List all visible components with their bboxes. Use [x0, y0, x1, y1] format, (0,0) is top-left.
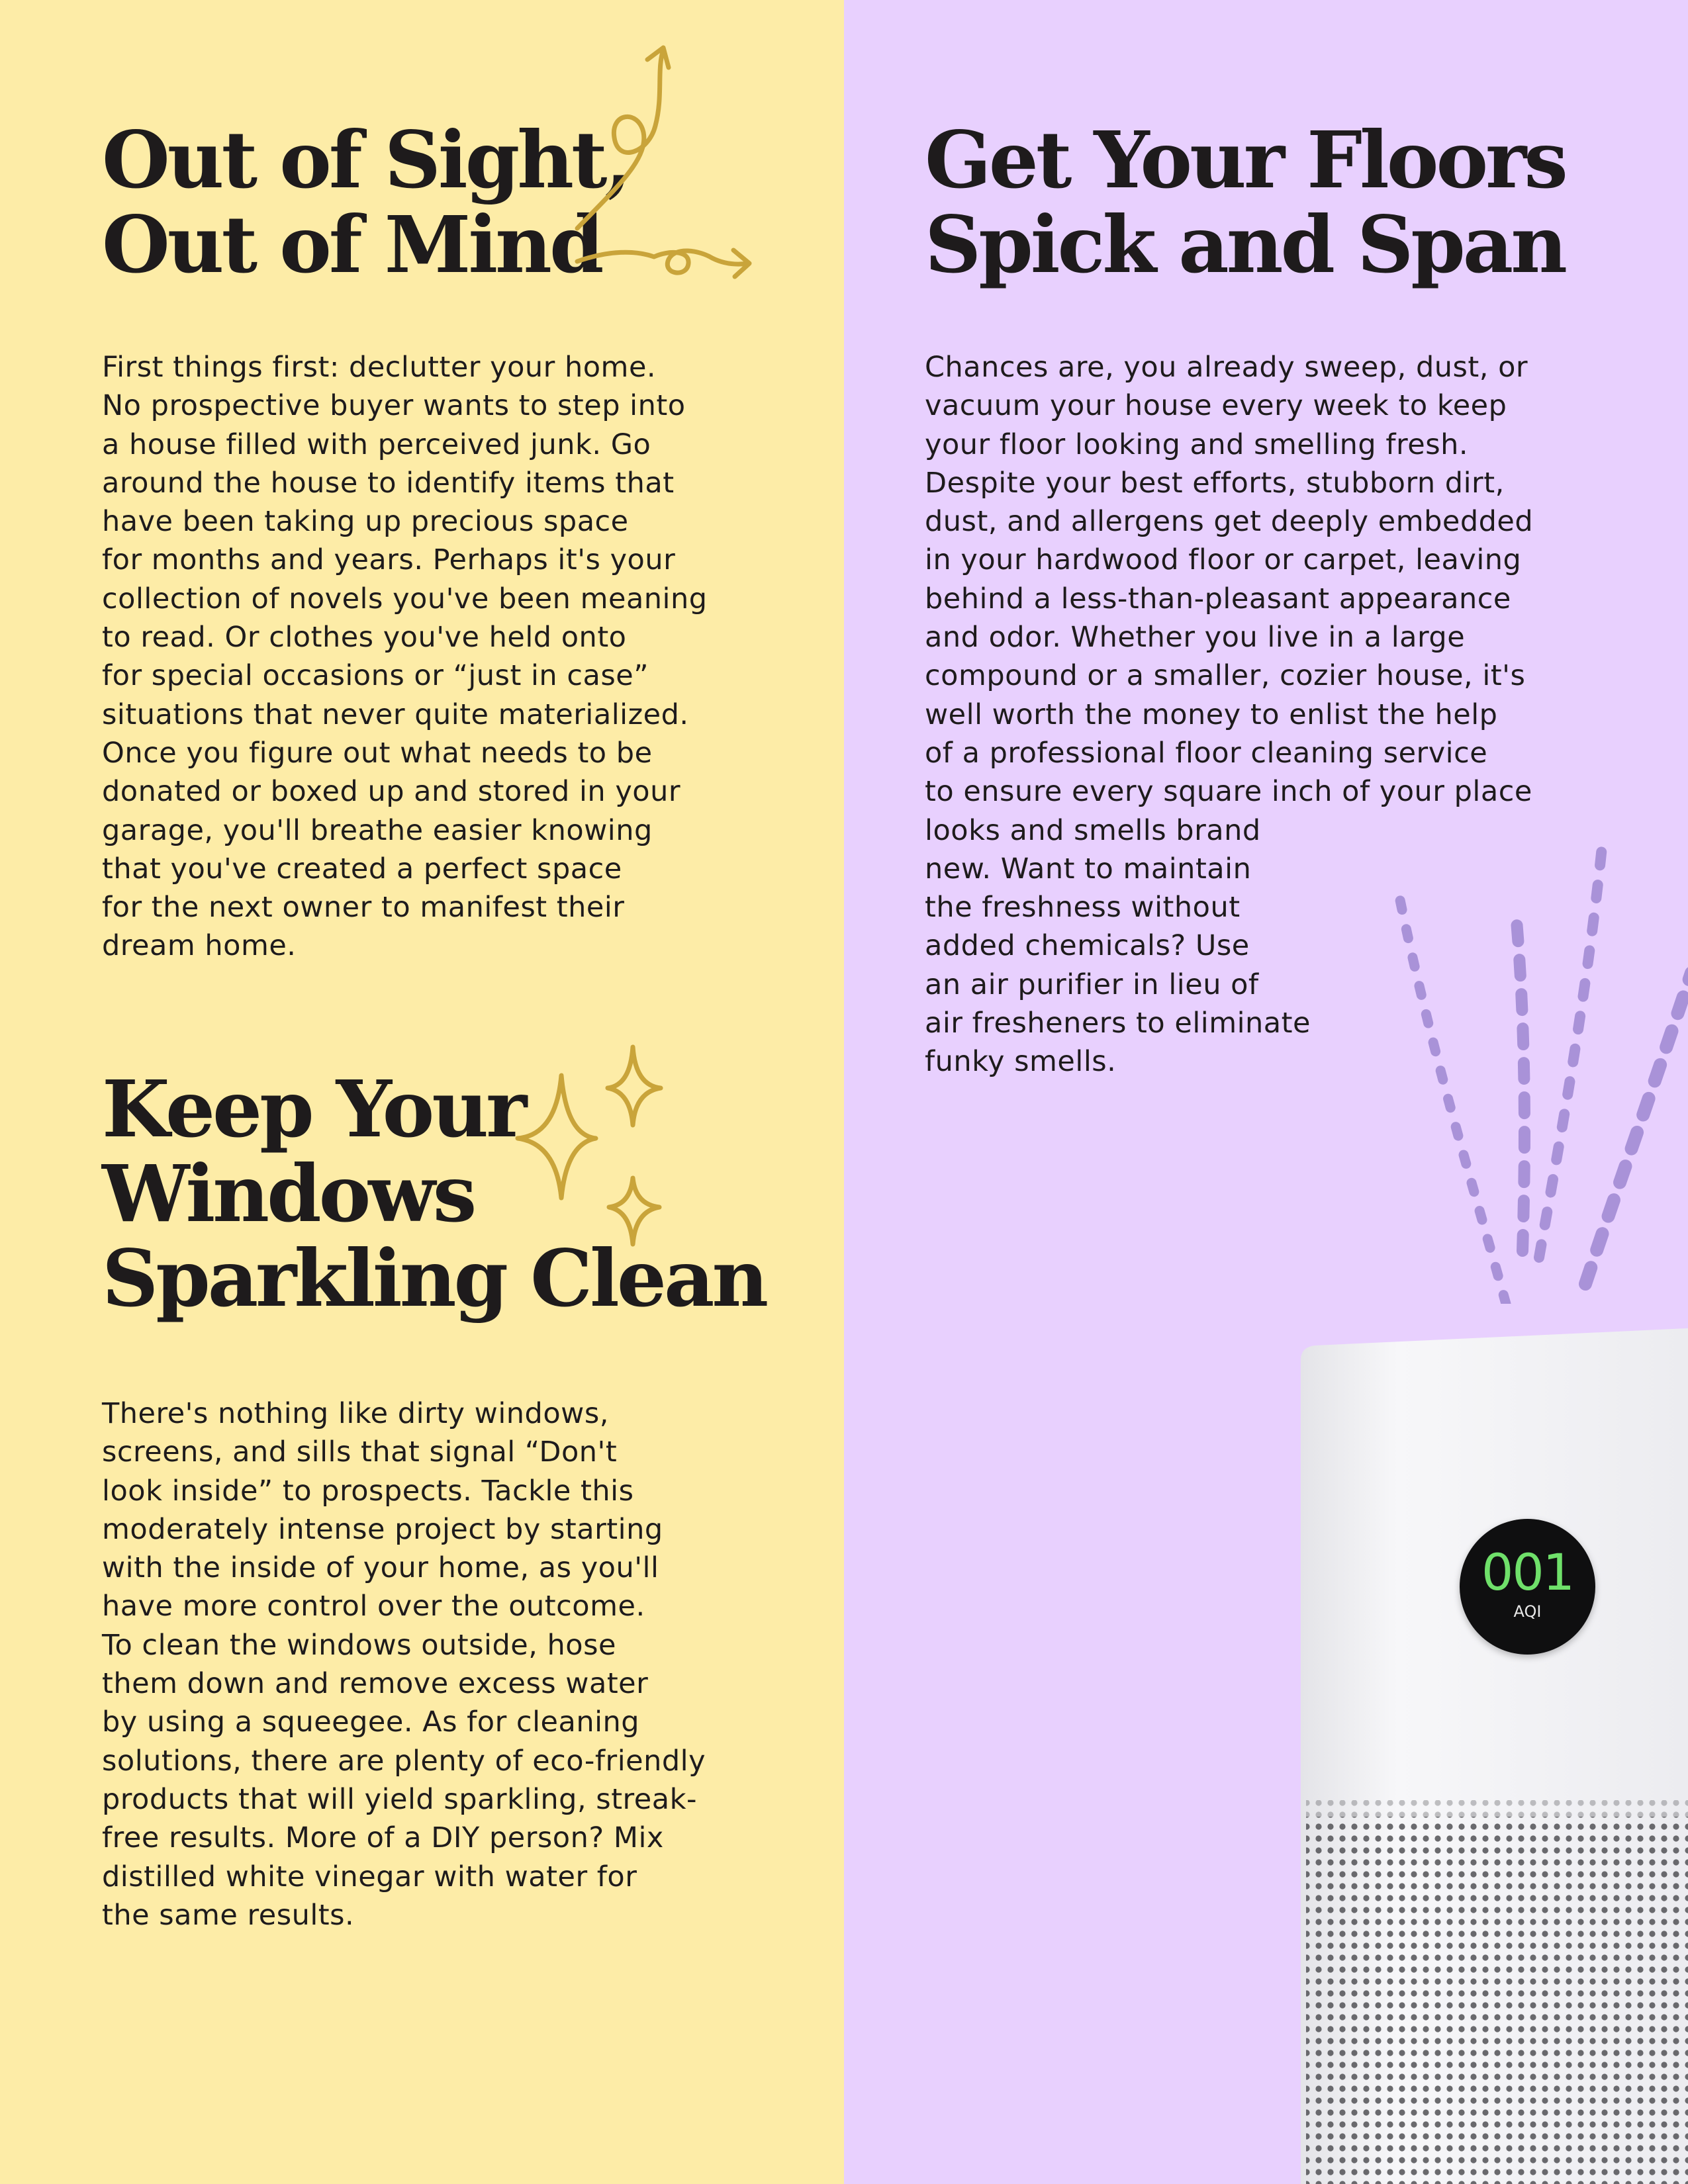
section-body-declutter: First things first: declutter your home. No prospective buyer wants to step into a house filled with perceived junk. Go around the house to identify items that have been taking up precious space for months and years. Perhaps it's your collection of novels you've been meaning to read. Or clothes you've held onto for special occasions or “just in case” situations that never quite materialized. Once you figure out what needs to be donated or boxed up and stored in your garage, you'll breathe easier knowing that you've created a perfect space for the next owner to manifest their dream home. — [102, 351, 708, 963]
title-line: Out of Mind — [102, 199, 602, 291]
title-line: Spick and Span — [925, 199, 1566, 291]
title-line: Out of Sight, — [102, 114, 630, 206]
section-title-declutter — [102, 114, 630, 291]
title-line: Sparkling Clean — [102, 1232, 767, 1324]
right-panel — [844, 0, 1688, 2184]
section-body-windows: There's nothing like dirty windows, screens, and sills that signal “Don't look inside” to prospects. Tackle this moderately intense project by starting with the inside of your home, as you'll have more control over the outcome. To clean the windows outside, hose them down and remove excess water by using a squeegee. As for cleaning solutions, there are plenty of eco-friendly products that will yield sparkling, streak- free results. More of a DIY person? Mix distilled white vinegar with water for the same results. — [102, 1397, 706, 1932]
title-line: Windows — [102, 1148, 475, 1240]
aqi-display — [1460, 1519, 1595, 1655]
sparkle-icon — [510, 1039, 669, 1257]
aqi-value: 001 — [1481, 1543, 1574, 1602]
squiggle-arrow-icon — [569, 40, 761, 298]
aqi-label: AQI — [1513, 1602, 1542, 1621]
title-line: Keep Your — [102, 1063, 525, 1155]
section-title-floors — [925, 114, 1566, 291]
section-body-floors: Chances are, you already sweep, dust, or vacuum your house every week to keep your floor looking and smelling fresh. Despite your best efforts, stubborn dirt, dust, and allergens get deeply embedded in your hardwood floor or carpet, leaving behind a less-than-pleasant appearance and odor. Whether you live in a large compound or a smaller, cozier house, it's well worth the money to enlist the help of a professional floor cleaning service to ensure every square inch of your place looks and smells brand new. Want to maintain the freshness without added chemicals? Use an air purifier in lieu of air fresheners to eliminate funky smells. — [925, 351, 1534, 1079]
air-puff-icon — [1307, 841, 1688, 1304]
title-line: Get Your Floors — [925, 114, 1566, 206]
purifier-grille — [1306, 1800, 1688, 2184]
air-purifier-image — [1301, 1320, 1688, 2184]
